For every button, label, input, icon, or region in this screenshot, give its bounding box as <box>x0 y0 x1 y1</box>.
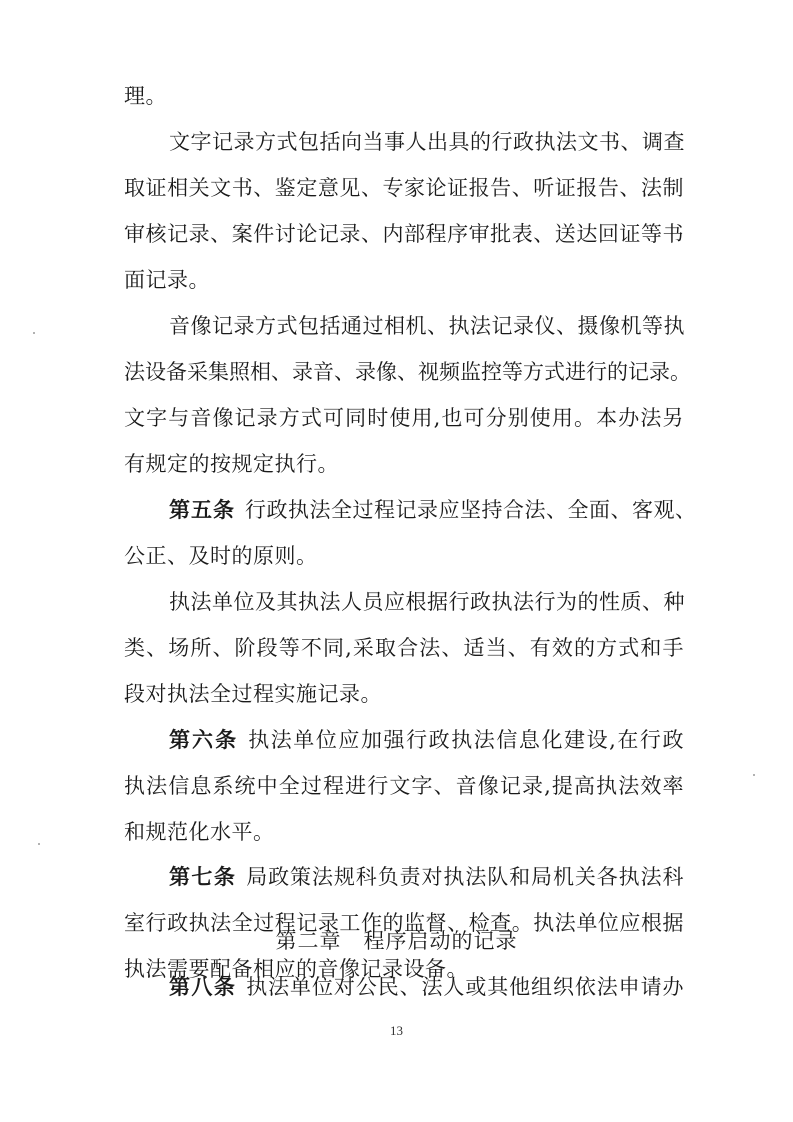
scan-speck <box>33 332 35 334</box>
paragraph-line: 执法需要配备相应的音像记录设备。 <box>124 957 468 981</box>
page-number: 13 <box>390 1023 403 1038</box>
article-8-line: 第八条 执法单位对公民、法人或其他组织依法申请办 <box>169 975 685 999</box>
paragraph-line: 文字记录方式包括向当事人出具的行政执法文书、调查 <box>169 130 685 154</box>
chapter-title: 程序启动的记录 <box>363 929 518 953</box>
paragraph-line: 文字与音像记录方式可同时使用,也可分别使用。本办法另 <box>124 406 684 430</box>
article-7-line: 第七条 局政策法规科负责对执法队和局机关各执法科 <box>169 865 685 889</box>
paragraph-line: 理。 <box>124 84 167 108</box>
article-number: 第五条 <box>169 498 235 522</box>
paragraph-line: 有规定的按规定执行。 <box>124 452 339 476</box>
paragraph-line: 和规范化水平。 <box>124 820 275 844</box>
paragraph-line: 执法信息系统中全过程进行文字、音像记录,提高执法效率 <box>124 774 684 798</box>
scan-speck <box>753 774 755 776</box>
paragraph-line: 取证相关文书、鉴定意见、专家论证报告、听证报告、法制 <box>124 176 684 200</box>
paragraph-line: 音像记录方式包括通过相机、执法记录仪、摄像机等执 <box>169 314 685 338</box>
paragraph-line: 段对执法全过程实施记录。 <box>124 682 382 706</box>
paragraph-line: 公正、及时的原则。 <box>124 544 318 568</box>
article-number: 第六条 <box>169 728 239 752</box>
article-number: 第八条 <box>169 975 237 999</box>
paragraph-line: 审核记录、案件讨论记录、内部程序审批表、送达回证等书 <box>124 222 684 246</box>
scan-speck <box>38 843 40 845</box>
paragraph-line: 类、场所、阶段等不同,采取合法、适当、有效的方式和手 <box>124 636 684 660</box>
paragraph-line: 室行政执法全过程记录工作的监督、检查。执法单位应根据 <box>124 911 684 935</box>
paragraph-line: 法设备采集照相、录音、录像、视频监控等方式进行的记录。 <box>124 360 691 384</box>
article-6-line: 第六条 执法单位应加强行政执法信息化建设,在行政 <box>169 728 684 752</box>
paragraph-line: 执法单位及其执法人员应根据行政执法行为的性质、种 <box>169 590 685 614</box>
article-5-line: 第五条 行政执法全过程记录应坚持合法、全面、客观、 <box>169 498 697 522</box>
paragraph-line: 面记录。 <box>124 268 210 292</box>
article-number: 第七条 <box>169 865 237 889</box>
chapter-number: 第二章 <box>275 929 342 953</box>
chapter-heading <box>0 923 793 959</box>
